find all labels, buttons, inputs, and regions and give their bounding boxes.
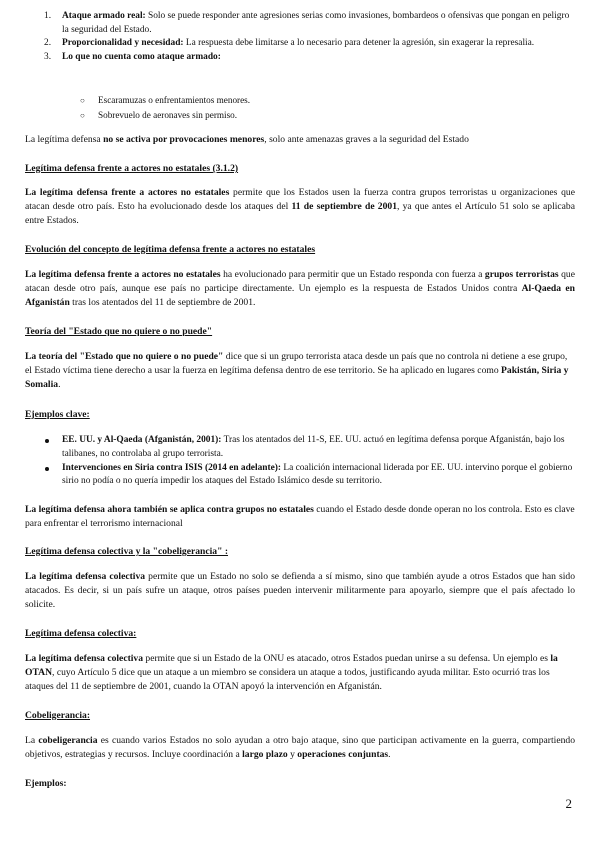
sub-list xyxy=(80,93,250,123)
paragraph-actores-no-estatales xyxy=(25,186,575,229)
text-run: dice que si un grupo terrorista ataca desde un país que no controla ni detiene a ese grupo, el Estado víctima tiene derecho a usar la fuerza en legítima defensa dentro de ese territorio. Se ha aplicado en lugares como xyxy=(25,351,568,377)
bold-run: la OTAN xyxy=(25,653,558,679)
paragraph-grupos-no-estatales xyxy=(25,503,575,531)
text-run: , solo ante amenazas graves a la seguridad del Estado xyxy=(264,134,469,145)
paragraph-teoria xyxy=(25,350,575,393)
heading-ejemplos-clave: Ejemplos clave: xyxy=(25,409,90,420)
text-run: y xyxy=(287,749,298,761)
examples-list xyxy=(45,434,575,489)
text-run: permite que un Estado no solo se defienda a sí mismo, sino que también ayude a otros Estados que han sido atacados. Es decir, si un país sufre un ataque, otros países pueden intervenir militarmente para apoyarlo, siempre que el país afectado lo solicite. xyxy=(25,571,575,611)
text-run: . xyxy=(388,749,391,761)
text-run: . xyxy=(58,379,61,391)
list-item xyxy=(44,37,574,51)
bold-run: La legítima defensa frente a actores no estatales xyxy=(25,269,221,280)
sub-list-item xyxy=(80,108,250,123)
text-run: ha evolucionado para permitir que un Estado responda con fuerza a xyxy=(220,269,485,280)
list-number: 3. xyxy=(44,51,52,62)
example-item xyxy=(45,434,575,462)
bold-run: largo plazo xyxy=(242,749,288,761)
list-item-lead: Ataque armado real: xyxy=(62,11,146,21)
list-item xyxy=(44,10,574,37)
heading-teoria: Teoría del "Estado que no quiere o no puede" xyxy=(25,326,213,337)
list-number: 2. xyxy=(44,38,52,48)
example-text: La coalición internacional liderada por EE. UU. intervino porque el gobierno sirio no podía o no quería impedir los ataques del Estado Islámico desde su territorio. xyxy=(62,462,573,487)
bold-run: no se activa por provocaciones menores xyxy=(103,134,265,145)
page-number: 2 xyxy=(565,796,572,811)
example-text: Tras los atentados del 11-S, EE. UU. actuó en legítima defensa porque Afganistán, bajo los talibanes, no controlaba al grupo terrorista. xyxy=(62,435,565,459)
text-run: tras los atentados del 11 de septiembre de 2001. xyxy=(69,297,256,309)
text-run: permite que si un Estado de la ONU es atacado, otros Estados puedan unirse a su defensa. Un ejemplo es xyxy=(143,653,551,664)
bullet-icon xyxy=(45,439,49,443)
example-lead: Intervenciones en Siria contra ISIS (2014 en adelante): xyxy=(62,462,281,473)
paragraph-provocaciones xyxy=(25,133,575,147)
text-run: , ya que antes el Artículo 51 solo se aplicaba entre Estados. xyxy=(25,201,575,227)
bold-run: La legítima defensa ahora también se aplica contra grupos no estatales xyxy=(25,504,314,515)
bold-run: 11 de septiembre de 2001 xyxy=(291,201,397,213)
text-run: cuando el Estado desde donde operan no los controla. Esto es clave para enfrentar el terrorismo internacional xyxy=(25,504,575,530)
heading-evolucion: Evolución del concepto de legítima defensa frente a actores no estatales xyxy=(25,244,316,255)
sub-list-text: Escaramuzas o enfrentamientos menores. xyxy=(98,95,251,105)
list-number: 1. xyxy=(44,11,52,21)
list-item-lead: Lo que no cuenta como ataque armado: xyxy=(62,51,221,62)
paragraph-colectiva xyxy=(25,652,575,695)
text-run: es cuando varios Estados no solo ayudan a otro bajo ataque, sino que participan activamente en la guerra, compartiendo objetivos, estrategias y recursos. Incluye coordinación a xyxy=(25,735,575,761)
text-run: La legítima defensa xyxy=(25,134,104,145)
example-item xyxy=(45,462,575,490)
bold-run: La legítima defensa colectiva xyxy=(25,571,146,582)
text-run: La xyxy=(25,735,39,746)
bold-run: grupos terroristas xyxy=(484,269,559,280)
circle-bullet-icon: ○ xyxy=(80,96,85,105)
bold-run: La legítima defensa colectiva xyxy=(25,653,144,664)
text-run: que atacan desde otro país, aunque ese país no participe directamente. Un ejemplo es la respuesta de Estados Unidos contra xyxy=(25,269,575,295)
paragraph-evolucion xyxy=(25,268,575,311)
bold-run: cobeligerancia xyxy=(38,735,98,746)
numbered-list xyxy=(44,10,574,64)
heading-actores-no-estatales: Legítima defensa frente a actores no estatales (3.1.2) xyxy=(25,163,239,174)
circle-bullet-icon: ○ xyxy=(80,111,85,120)
paragraph-colectiva-intro xyxy=(25,570,575,613)
paragraph-cobeligerancia xyxy=(25,734,575,762)
bullet-icon xyxy=(45,467,49,471)
sub-list-text: Sobrevuelo de aeronaves sin permiso. xyxy=(98,110,238,120)
bold-run: Al-Qaeda en Afganistán xyxy=(25,283,575,309)
heading-colectiva-cobeligerancia: Legítima defensa colectiva y la "cobeligerancia" : xyxy=(25,546,229,557)
bold-run: La legítima defensa frente a actores no estatales xyxy=(25,187,230,198)
text-run: , cuyo Artículo 5 dice que un ataque a un miembro se considera un ataque a todos, justificando ayuda militar. Esto ocurrió tras los ataques del 11 de septiembre de 2001, cuando la OTAN apoyó la intervención en Afganistán. xyxy=(25,667,550,693)
list-item xyxy=(44,51,574,65)
list-item-text: Solo se puede responder ante agresiones serias como invasiones, bombardeos o ofensivas que pongan en peligro la seguridad del Estado. xyxy=(62,11,570,35)
list-item-lead: Proporcionalidad y necesidad: xyxy=(62,38,184,48)
sub-list-item xyxy=(80,93,250,108)
bold-run: La teoría del "Estado que no quiere o no puede" xyxy=(25,351,224,362)
bold-run: operaciones conjuntas xyxy=(297,749,389,761)
example-lead: EE. UU. y Al-Qaeda (Afganistán, 2001): xyxy=(62,435,222,445)
bold-run: Pakistán, Siria y Somalia xyxy=(25,365,569,391)
list-item-text: La respuesta debe limitarse a lo necesario para detener la agresión, sin exagerar la represalia. xyxy=(183,38,535,48)
heading-colectiva: Legítima defensa colectiva: xyxy=(25,628,137,639)
heading-ejemplos: Ejemplos: xyxy=(25,778,67,789)
heading-cobeligerancia: Cobeligerancia: xyxy=(25,710,91,721)
text-run: permite que los Estados usen la fuerza contra grupos terroristas u organizaciones que atacan desde otro país. Esto ha evolucionado desde los ataques del xyxy=(25,187,575,213)
